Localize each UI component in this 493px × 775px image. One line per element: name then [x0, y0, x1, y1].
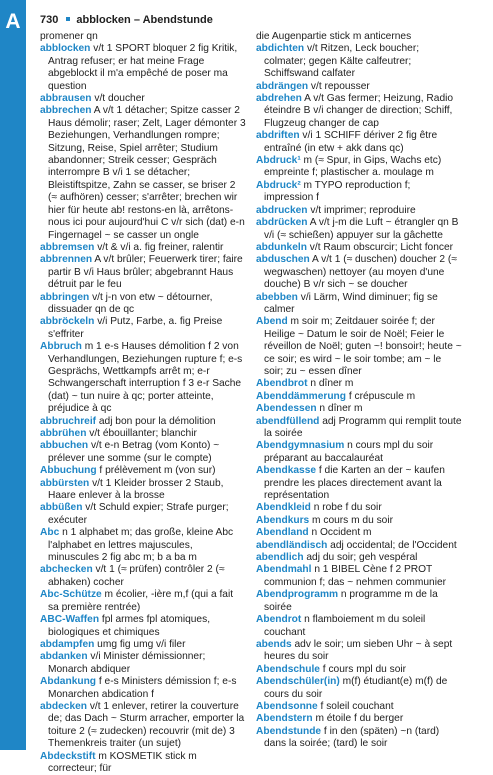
dictionary-entry [256, 316, 462, 378]
dictionary-entry [256, 589, 462, 614]
dictionary-entry [40, 614, 246, 639]
entry-definition: v/t repousser [308, 80, 370, 92]
entry-definition: v/t imprimer; reproduire [307, 204, 416, 216]
dictionary-entry [40, 465, 246, 477]
headword: Abendprogramm [256, 589, 339, 601]
entry-definition: m (≈ Spur, in Gips, Wachs etc) empreinte f; plastischer a. moulage m [264, 155, 442, 179]
headword: abbrühen [40, 428, 87, 439]
headword: Abdankung [40, 676, 97, 688]
dictionary-entry: die Augenpartie stick m anticernes [256, 31, 412, 42]
headword: ABC-Waffen [40, 614, 100, 626]
entry-definition: v/t 1 SPORT bloquer 2 fig Kritik, Antrag refuser; er hat meine Frage abgeblockt il m'a empêché de poser ma question [48, 43, 238, 92]
entry-definition: n robe f du soir [310, 502, 382, 514]
letter-tab [0, 0, 26, 750]
dictionary-entry [256, 564, 462, 589]
dictionary-entry [256, 502, 462, 514]
dictionary-entry [256, 701, 462, 713]
headword: Abendkurs [256, 514, 310, 526]
tab-letter: A [5, 10, 21, 33]
dictionary-entry [256, 527, 462, 539]
entry-definition: m soir m; Zeitdauer soirée f; der Heilige ~ Datum le soir de Noël; Feier le réveillon de Noël; guten ~! bonsoir!; heute ~ ce soir; es wird ~ le soir tombe; am ~ le soir; zu ~ essen dîner [264, 316, 462, 377]
entry-definition: m(f) étudiant(e) m(f) de cours du soir [264, 676, 448, 700]
headword: abbuchen [40, 440, 89, 452]
entry-definition: v/t & v/i a. fig freiner, ralentir [94, 241, 224, 253]
dictionary-entry [256, 416, 462, 441]
page-header [40, 14, 213, 26]
headword: abdampfen [40, 638, 95, 650]
dictionary-entry [40, 416, 246, 428]
dictionary-entry [40, 564, 246, 589]
dictionary-entry [40, 751, 246, 775]
dictionary-entry [40, 43, 246, 93]
dictionary-entry [256, 403, 462, 415]
entry-definition: f e-s Ministers démission f; e-s Monarchen abdication f [48, 676, 237, 700]
dictionary-entry [40, 428, 246, 440]
headword: abendlich [256, 552, 304, 564]
headword: Abdeckstift [40, 750, 96, 762]
page-number: 730 [40, 14, 59, 26]
dictionary-entry [256, 242, 462, 254]
dictionary-entry [256, 676, 462, 701]
dictionary-entry [256, 155, 462, 180]
headword: abbrausen [40, 93, 92, 105]
dictionary-entry [40, 242, 246, 254]
headword: abdanken [40, 651, 88, 663]
entry-definition: n cours mpl du soir préparant au baccalauréat [264, 440, 434, 464]
dictionary-entry [256, 639, 462, 664]
dictionary-entry [256, 664, 462, 676]
dictionary-entry [256, 205, 462, 217]
entry-definition: A v/t Gas fermer; Heizung, Radio éteindre B v/i changer de direction; Schiff, Flugzeug changer de cap [264, 93, 454, 129]
headword: abdriften [256, 130, 300, 142]
entry-definition: v/i Putz, Farbe, a. fig Preise s'effriter [48, 316, 223, 340]
headword: abbringen [40, 291, 90, 303]
headword: Abendstunde [256, 725, 322, 737]
dictionary-entry [40, 589, 246, 614]
entry-definition: f soleil couchant [317, 700, 394, 712]
headword: abdrücken [256, 217, 308, 229]
entry-definition: v/t ébouillanter; blanchir [86, 428, 197, 439]
dictionary-entry [256, 93, 462, 130]
entry-definition: v/t 1 (≈ prüfen) contrôler 2 (≈ abhaken) cocher [48, 564, 225, 588]
entry-definition: adv le soir; um sieben Uhr ~ à sept heures du soir [264, 638, 453, 663]
dictionary-entry [40, 478, 246, 503]
headword: abbürsten [40, 477, 90, 489]
entry-definition: n 1 alphabet m; das große, kleine Abc l'alphabet en lettres majuscules, minuscules 2 fig abc m; b a ba m [48, 527, 234, 564]
dictionary-entry [40, 105, 246, 241]
entry-definition: v/t 1 Kleider brosser 2 Staub, Haare enlever à la brosse [48, 477, 224, 502]
entry-definition: v/t Schuld expier; Strafe purger; exécuter [48, 502, 229, 526]
entry-definition: adj Programm qui remplit toute la soirée [264, 415, 462, 439]
dictionary-entry [40, 292, 246, 317]
entry-definition: m étoile f du berger [312, 713, 404, 725]
headword: abdecken [40, 700, 87, 712]
headword: abends [256, 638, 292, 650]
entry-definition: A v/t 1 (≈ duschen) doucher 2 (≈ wegwaschen) nettoyer (au moyen d'une douche) B v/r sich ~ se doucher [264, 254, 457, 291]
entry-definition: v/i Lärm, Wind diminuer; fig se calmer [264, 291, 438, 315]
dictionary-entry [256, 254, 462, 291]
headword: Abendkleid [256, 502, 311, 514]
headword: Abbruch [40, 341, 82, 353]
entry-definition: m écolier, -ière m,f (qui a fait sa première rentrée) [48, 589, 234, 613]
entry-definition: v/t j-n von etw ~ détourner, dissuader qn de qc [48, 291, 213, 315]
entry-definition: f in den (späten) ~n (tard) dans la soirée; (tard) le soir [264, 725, 440, 750]
dictionary-entry [40, 316, 246, 341]
entry-definition: v/t e-n Betrag (vom Konto) ~ prélever une somme (sur le compte) [48, 440, 220, 464]
entry-definition: f die Karten an der ~ kaufen prendre les places directement avant la représentation [264, 465, 445, 502]
dictionary-entry [256, 465, 462, 502]
headword: Abbuchung [40, 465, 97, 477]
headword: Abendsonne [256, 700, 318, 712]
dictionary-entry [40, 341, 246, 415]
entry-definition: m TYPO reproduction f; impression f [264, 179, 411, 204]
headword: abblocken [40, 43, 91, 55]
headword: Abendland [256, 527, 309, 539]
dictionary-entry [256, 217, 462, 242]
dictionary-entry [256, 180, 462, 205]
headword: abebben [256, 291, 298, 303]
headword: abbrennen [40, 254, 93, 266]
dictionary-entry [256, 378, 462, 390]
entry-definition: f cours mpl du soir [319, 663, 407, 675]
entry-definition: v/t Raum obscurcir; Licht foncer [306, 241, 454, 253]
entry-definition: n 1 BIBEL Cène f 2 PROT communion f; das ~ nehmen communier [264, 564, 447, 588]
entry-definition: adj bon pour la démolition [96, 415, 216, 427]
headword: abdunkeln [256, 241, 307, 253]
entry-definition: f crépuscule m [346, 390, 416, 402]
dictionary-entry [256, 614, 462, 639]
headword: abduschen [256, 254, 310, 266]
entry-definition: A v/t j-m die Luft ~ étrangler qn B v/i (≈ schießen) appuyer sur la gâchette [264, 217, 459, 241]
entry-definition: m KOSMETIK stick m correcteur; für [48, 750, 197, 774]
headword: abbröckeln [40, 316, 95, 328]
dictionary-entry [256, 292, 462, 317]
entry-definition: m cours m du soir [309, 514, 394, 526]
headword: abendfüllend [256, 415, 320, 427]
headword: abdrängen [256, 80, 309, 92]
entry-definition: umg fig umg v/i filer [94, 638, 186, 650]
dictionary-entry [256, 713, 462, 725]
dictionary-entry [40, 676, 246, 701]
entry-definition: adj du soir; geh vespéral [303, 552, 418, 564]
headword: Abend [256, 316, 288, 328]
headword: Abenddämmerung [256, 390, 346, 402]
headword: Abendmahl [256, 564, 312, 576]
headword: abbremsen [40, 241, 95, 253]
entry-definition: A v/t 1 détacher; Spitze casser 2 Haus démolir; raser; Zelt, Lager démonter 3 Beziehungen, Verhandlungen rompre; Sitzung, Reise, Spiel arrêter; Studium abandonner; Streik cesser; Gespräch interrompre B v/i 1 se détacher; Bleistiftspitze, Zahn se casser, se briser 2 (≈ aufhören) cesser; s'arrêter; brechen wir hier für heute ab! restons-en là, arrêtons-nous ici pour aujourd'hui C v/r sich (dat) e-n Fingernagel ~ se casser un ongle [48, 105, 246, 241]
dictionary-entry [256, 515, 462, 527]
entry-definition: fpl armes fpl atomiques, biologiques et chimiques [48, 614, 211, 638]
headword: Abendbrot [256, 378, 308, 390]
entry-definition: n dîner m [316, 403, 363, 415]
entry-definition: n programme m de la soirée [264, 589, 438, 613]
entry-definition: A v/t brûler; Feuerwerk tirer; faire partir B v/i Haus brûler; abgebrannt Haus détruit par le feu [48, 254, 243, 291]
page-range: abblocken – Abendstunde [76, 14, 213, 26]
dictionary-entry [40, 701, 246, 751]
dictionary-entry [256, 440, 462, 465]
entry-definition: m 1 e-s Hauses démolition f 2 von Verhandlungen, Beziehungen rupture f; e-s Gesprächs, Wettkampfs arrêt m; e-r Schwangerschaft interruption f 3 e-r Sache (dat) ~ tun nuire à qc; porter atteinte, préjudice à qc [48, 341, 243, 415]
headword: Abc [40, 527, 60, 539]
dictionary-entry [40, 440, 246, 465]
left-column [40, 31, 246, 775]
entry-definition: f prélèvement m (von sur) [96, 465, 216, 477]
headword: abdichten [256, 43, 305, 55]
entry-definition: n Occident m [308, 527, 372, 539]
headword: Abendkasse [256, 465, 317, 477]
dictionary-entry [256, 130, 462, 155]
dictionary-entry [40, 93, 246, 105]
entry-definition: v/i Minister démissionner; Monarch abdiquer [48, 651, 206, 675]
entry-definition: n dîner m [307, 378, 354, 390]
headword: abdrehen [256, 93, 302, 105]
headword: Abc-Schütze [40, 589, 102, 601]
dictionary-entry [256, 726, 462, 751]
right-column [256, 31, 462, 751]
dictionary-entry [256, 81, 462, 93]
dictionary-entry: promener qn [40, 31, 98, 42]
entry-definition: adj occidental; de l'Occident [327, 539, 457, 551]
headword: abbruchreif [40, 415, 97, 427]
headword: Abendstern [256, 713, 313, 725]
headword: Abendgymnasium [256, 440, 345, 452]
headword: abbrechen [40, 105, 92, 117]
dictionary-entry [40, 651, 246, 676]
header-bullet-icon [66, 17, 70, 21]
headword: Abendschüler(in) [256, 676, 340, 688]
dictionary-entry [40, 254, 246, 291]
entry-definition: v/t doucher [91, 93, 145, 105]
dictionary-entry [256, 43, 462, 80]
headword: Abendessen [256, 403, 317, 415]
entry-definition: n flamboiement m du soleil couchant [264, 614, 426, 638]
dictionary-entry [256, 552, 462, 564]
headword: Abendschule [256, 663, 320, 675]
dictionary-entry [256, 391, 462, 403]
dictionary-entry [40, 502, 246, 527]
dictionary-entry [256, 540, 462, 552]
headword: Abendrot [256, 614, 302, 626]
dictionary-entry [40, 639, 246, 651]
entry-definition: v/t 1 enlever, retirer la couverture de; das Dach ~ Sturm arracher, emporter la toiture 2 (≈ zudecken) recouvrir (mit de) 3 Themenkreis traiter (un sujet) [48, 700, 245, 750]
headword: abdrucken [256, 204, 308, 216]
entry-definition: v/i 1 SCHIFF dériver 2 fig être entraîné (in etw + akk dans qc) [264, 130, 438, 154]
dictionary-entry [40, 527, 246, 564]
headword: Abdruck² [256, 179, 301, 191]
headword: abendländisch [256, 539, 328, 551]
entry-definition: v/t Ritzen, Leck boucher; colmater; gegen Kälte calfeutrer; Schiffswand calfater [264, 43, 420, 80]
headword: Abdruck¹ [256, 155, 301, 167]
headword: abbüßen [40, 502, 83, 514]
headword: abchecken [40, 564, 93, 576]
